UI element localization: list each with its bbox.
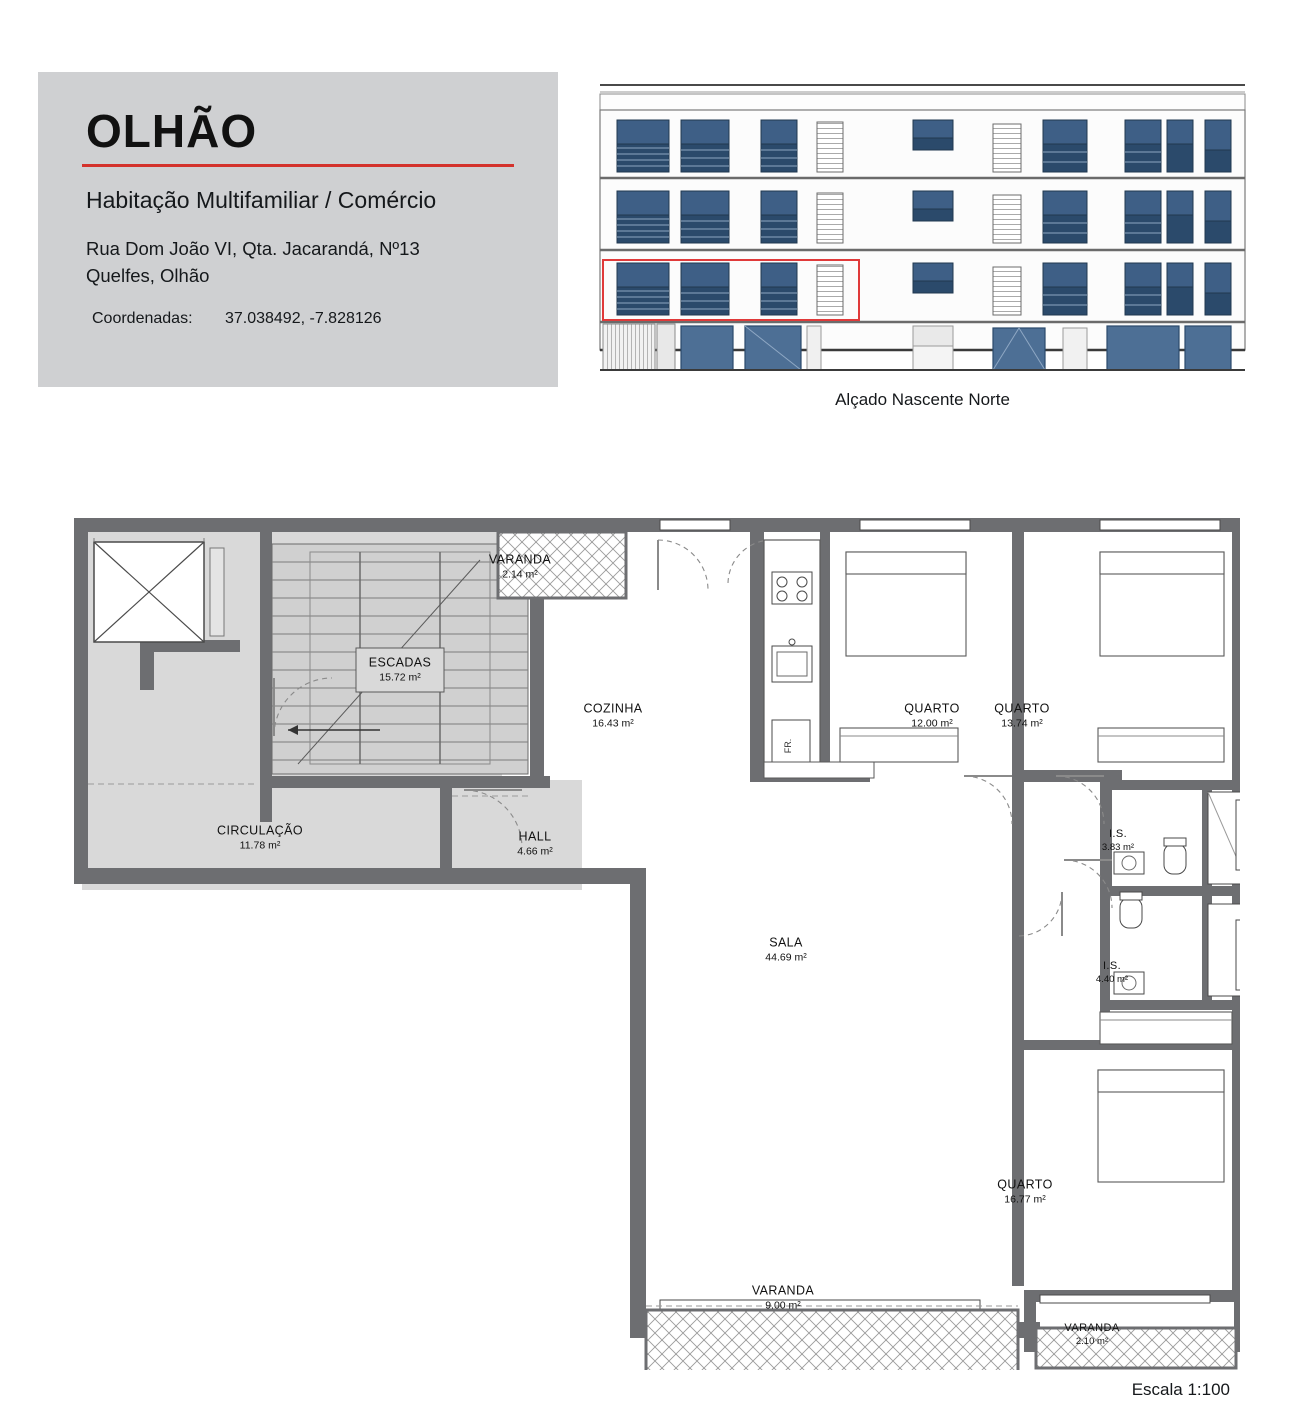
room-name: COZINHA [583,701,643,716]
room-name: QUARTO [994,701,1050,716]
room-area: 2.14 m² [502,568,538,581]
room-label [752,1284,814,1313]
elevator-symbol [94,536,224,642]
room-area: 11.78 m² [239,839,281,852]
title-divider [82,164,514,167]
room-name: SALA [769,935,803,950]
room-label [765,936,806,965]
elevation-caption: Alçado Nascente Norte [835,390,1010,409]
floor-plan-svg [60,500,1240,1370]
room-label [583,702,642,731]
floor-plan-drawing [60,500,1240,1370]
room-area: 4.66 m² [517,845,553,858]
room-label [489,553,551,582]
room-name: HALL [518,829,552,844]
room-name: VARANDA [751,1283,815,1298]
room-name: VARANDA [1064,1322,1120,1335]
varanda-main [646,1310,1236,1370]
title-block [38,72,558,387]
elevation-drawing [595,78,1250,378]
room-area: 13.74 m² [1001,717,1043,730]
room-label [217,824,303,853]
room-label [994,702,1049,731]
room-label [369,656,432,685]
room-name: QUARTO [997,1177,1053,1192]
elevation-svg [595,78,1250,378]
coordinates-label: Coordenadas: [92,309,193,327]
svg-text:FR.: FR. [783,738,793,754]
room-area: 3.83 m² [1101,841,1135,853]
coordinates-row [92,310,528,328]
page-title: OLHÃO [86,105,258,157]
room-label [997,1178,1052,1207]
address-line-2: Quelfes, Olhão [86,264,210,286]
room-name: I.S. [1102,960,1122,973]
room-area: 12.00 m² [911,717,953,730]
room-area: 16.43 m² [592,717,634,730]
room-label [517,830,553,859]
room-area: 16.77 m² [1004,1193,1046,1206]
building-use-type: Habitação Multifamiliar / Comércio [86,187,437,213]
room-name: ESCADAS [368,655,432,670]
room-area: 9.00 m² [765,1299,801,1312]
address-line-1: Rua Dom João VI, Qta. Jacarandá, Nº13 [86,238,420,259]
room-name: I.S. [1108,828,1128,841]
room-label [1096,960,1128,986]
room-label [1064,1322,1119,1348]
room-label [1102,828,1134,854]
room-label [904,702,959,731]
room-area: 4.40 m² [1095,973,1129,985]
room-name: CIRCULAÇÃO [217,823,303,838]
room-area: 15.72 m² [379,671,421,684]
room-area: 44.69 m² [765,951,807,964]
room-name: VARANDA [488,552,552,567]
room-area: 2.10 m² [1075,1335,1109,1347]
room-name: QUARTO [904,701,960,716]
coordinates-value: 37.038492, -7.828126 [224,309,382,327]
scale-note: Escala 1:100 [1131,1380,1230,1399]
